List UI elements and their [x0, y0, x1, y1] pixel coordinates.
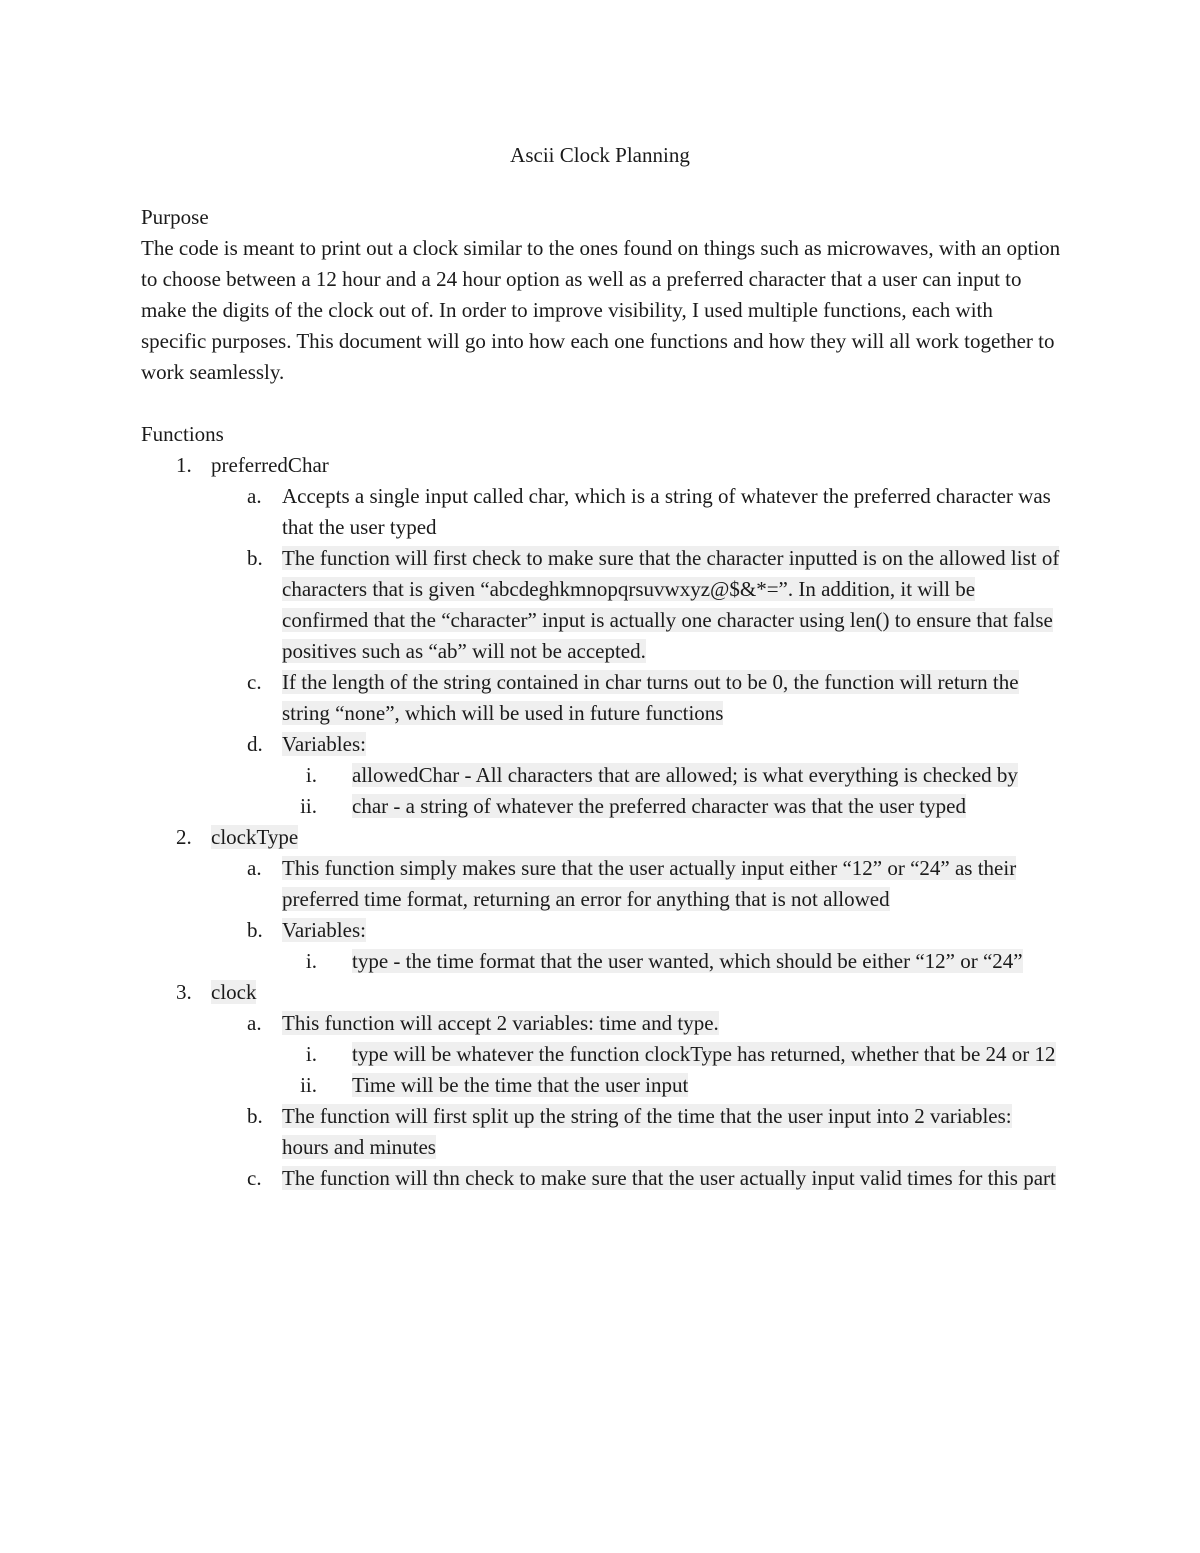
list-item-text: allowedChar - All characters that are allowed; is what everything is checked by — [352, 763, 1018, 787]
list-item — [141, 481, 1061, 543]
sub-list-item — [141, 760, 1061, 791]
list-marker: ii. — [300, 794, 317, 818]
document-title: Ascii Clock Planning — [510, 143, 690, 167]
list-item-text: Time will be the time that the user input — [352, 1073, 689, 1097]
list-item-text: Accepts a single input called char, which is a string of whatever the preferred character was that the user typed — [282, 484, 1051, 539]
function-item — [141, 822, 1061, 853]
function-name: clockType — [211, 825, 299, 849]
list-item — [141, 543, 1061, 667]
document-page — [141, 140, 1061, 1194]
function-name: clock — [211, 980, 257, 1004]
list-number: 2. — [176, 825, 192, 849]
list-marker: c. — [247, 1166, 262, 1190]
purpose-text: The code is meant to print out a clock similar to the ones found on things such as microwaves, with an option to choose between a 12 hour and a 24 hour option as well as a preferred character that a user can input to make the digits of the clock out of. In order to improve visibility, I used multiple functions, each with specific purposes. This document will go into how each one functions and how they will all work together to work seamlessly. — [141, 236, 1061, 384]
list-marker: b. — [247, 1104, 263, 1128]
list-marker: i. — [305, 1042, 317, 1066]
list-marker: i. — [305, 949, 317, 973]
list-item — [141, 1163, 1061, 1194]
function-item — [141, 977, 1061, 1008]
sub-list-item — [141, 1070, 1061, 1101]
list-item-text: type - the time format that the user wanted, which should be either “12” or “24” — [352, 949, 1023, 973]
list-marker: d. — [247, 732, 263, 756]
list-item-text: This function simply makes sure that the user actually input either “12” or “24” as their preferred time format, returning an error for anything that is not allowed — [282, 856, 1017, 911]
list-item-text: The function will first split up the string of the time that the user input into 2 variables: hours and minutes — [282, 1104, 1012, 1159]
function-item — [141, 450, 1061, 481]
list-number: 3. — [176, 980, 192, 1004]
list-item — [141, 915, 1061, 946]
sub-list-item — [141, 1039, 1061, 1070]
list-item-text: type will be whatever the function clockType has returned, whether that be 24 or 12 — [352, 1042, 1056, 1066]
functions-heading: Functions — [141, 422, 224, 446]
list-item — [141, 667, 1061, 729]
list-item-text: char - a string of whatever the preferred character was that the user typed — [352, 794, 966, 818]
list-item — [141, 1101, 1061, 1163]
list-item-text: Variables: — [282, 918, 366, 942]
list-marker: c. — [247, 670, 262, 694]
list-item-text: The function will thn check to make sure that the user actually input valid times for this part — [282, 1166, 1056, 1190]
spacer — [141, 171, 1061, 202]
list-item — [141, 729, 1061, 760]
list-marker: b. — [247, 546, 263, 570]
function-name: preferredChar — [211, 453, 329, 477]
list-marker: i. — [305, 763, 317, 787]
list-marker: a. — [247, 1011, 262, 1035]
list-number: 1. — [176, 453, 192, 477]
purpose-heading: Purpose — [141, 205, 209, 229]
list-marker: ii. — [300, 1073, 317, 1097]
list-marker: a. — [247, 484, 262, 508]
sub-list-item — [141, 791, 1061, 822]
list-marker: b. — [247, 918, 263, 942]
list-item-text: If the length of the string contained in char turns out to be 0, the function will return the string “none”, which will be used in future functions — [282, 670, 1019, 725]
list-item — [141, 853, 1061, 915]
list-item — [141, 1008, 1061, 1039]
sub-list-item — [141, 946, 1061, 977]
list-marker: a. — [247, 856, 262, 880]
spacer — [141, 388, 1061, 419]
list-item-text: Variables: — [282, 732, 366, 756]
list-item-text: This function will accept 2 variables: time and type. — [282, 1011, 719, 1035]
list-item-text: The function will first check to make sure that the character inputted is on the allowed list of characters that is given “abcdeghkmnopqrsuvwxyz@$&*=”. In addition, it will be confirmed that the “character” input is actually one character using len() to ensure that false positives such as “ab” will not be accepted. — [282, 546, 1060, 663]
